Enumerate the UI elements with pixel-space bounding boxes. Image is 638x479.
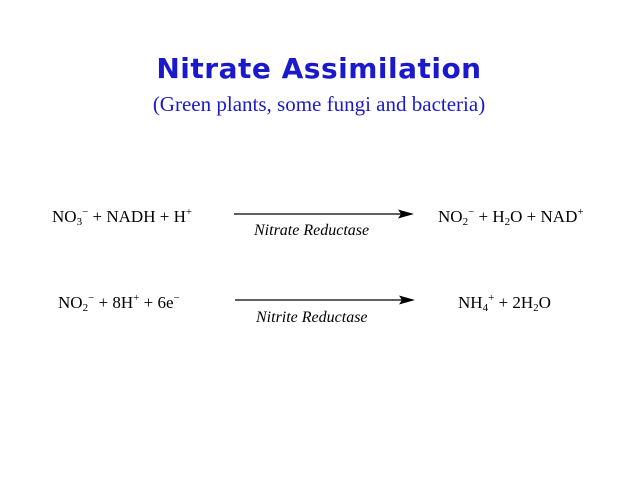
slide-subtitle: (Green plants, some fungi and bacteria): [152, 92, 486, 116]
reaction-1-enzyme: Nitrate Reductase: [254, 222, 370, 239]
reaction-2-reactants: $NO_2^- + 8H^+ + 6e^-$: [58, 292, 180, 314]
reaction-2-arrow: [235, 294, 415, 306]
reaction-1-products: $NO_2^- + H_2O + NAD^+$: [438, 206, 584, 228]
reaction-2-products: $NH_4^+ + 2H_2O$: [458, 292, 551, 314]
slide-title: Nitrate Assimilation: [156, 52, 482, 85]
reaction-1-arrow: [234, 208, 414, 220]
reaction-2-enzyme: Nitrite Reductase: [256, 309, 368, 326]
reaction-1-reactants: $NO_3^-$ + NADH + H+: [52, 206, 193, 228]
